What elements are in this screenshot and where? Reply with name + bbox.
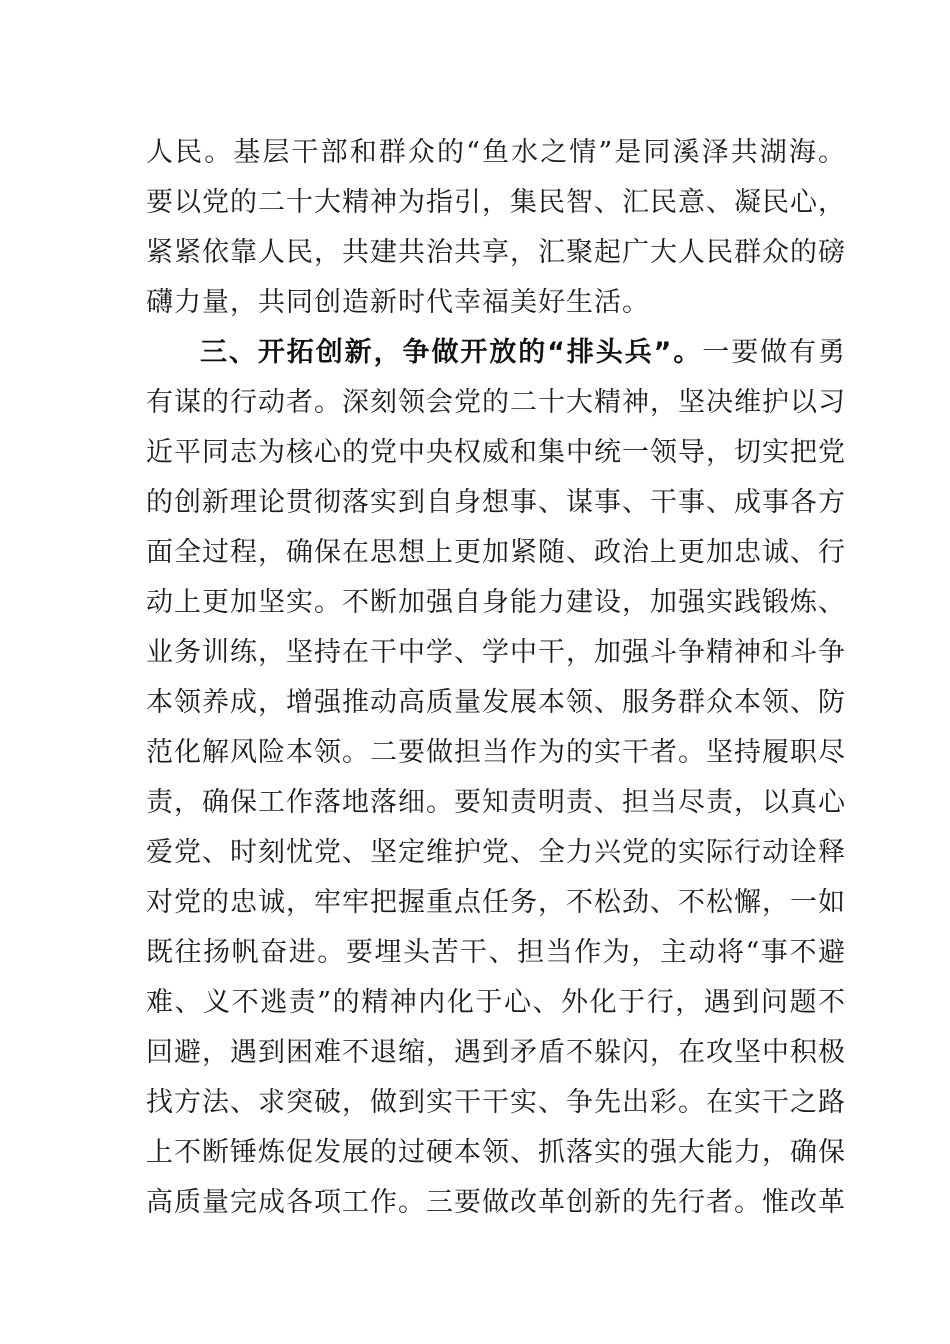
section-heading: 三、开拓创新，争做开放的“排头兵”。: [200, 337, 703, 368]
text-line: 找方法、求突破，做到实干干实、争先出彩。在实干之路: [146, 1087, 846, 1118]
text-line: 回避，遇到困难不退缩，遇到矛盾不躲闪，在攻坚中积极: [146, 1037, 846, 1068]
text-line: 本领养成，增强推动高质量发展本领、服务群众本领、防: [146, 687, 846, 718]
text-line: 紧紧依靠人民，共建共治共享，汇聚起广大人民群众的磅: [146, 237, 846, 268]
text-line: 近平同志为核心的党中央权威和集中统一领导，切实把党: [146, 437, 846, 468]
section-heading-line: [146, 328, 846, 378]
text-line: 动上更加坚实。不断加强自身能力建设，加强实践锻炼、: [146, 587, 846, 618]
text-line: 爱党、时刻忧党、坚定维护党、全力兴党的实际行动诠释: [146, 837, 846, 868]
text-line: 有谋的行动者。深刻领会党的二十大精神，坚决维护以习: [146, 387, 846, 418]
text-line: 范化解风险本领。二要做担当作为的实干者。坚持履职尽: [146, 737, 846, 768]
text-line: 的创新理论贯彻落实到自身想事、谋事、干事、成事各方: [146, 487, 846, 518]
text-line: 要以党的二十大精神为指引，集民智、汇民意、凝民心，: [146, 187, 846, 218]
text-line: 面全过程，确保在思想上更加紧随、政治上更加忠诚、行: [146, 537, 846, 568]
text-line: 既往扬帆奋进。要埋头苦干、担当作为，主动将“事不避: [146, 937, 846, 968]
text-line: 高质量完成各项工作。三要做改革创新的先行者。惟改革: [146, 1187, 846, 1218]
section-heading-tail: 一要做有勇: [702, 337, 846, 368]
text-line: 难、义不逃责”的精神内化于心、外化于行，遇到问题不: [146, 987, 846, 1018]
text-line: 人民。基层干部和群众的“鱼水之情”是同溪泽共湖海。: [146, 137, 846, 168]
text-line: 责，确保工作落地落细。要知责明责、担当尽责，以真心: [146, 787, 846, 818]
text-line: 对党的忠诚，牢牢把握重点任务，不松劲、不松懈，一如: [146, 887, 846, 918]
text-line: 礴力量，共同创造新时代幸福美好生活。: [146, 287, 650, 318]
text-line: 业务训练，坚持在干中学、学中干，加强斗争精神和斗争: [146, 637, 846, 668]
document-body: [146, 128, 846, 1228]
text-line: 上不断锤炼促发展的过硬本领、抓落实的强大能力，确保: [146, 1137, 846, 1168]
